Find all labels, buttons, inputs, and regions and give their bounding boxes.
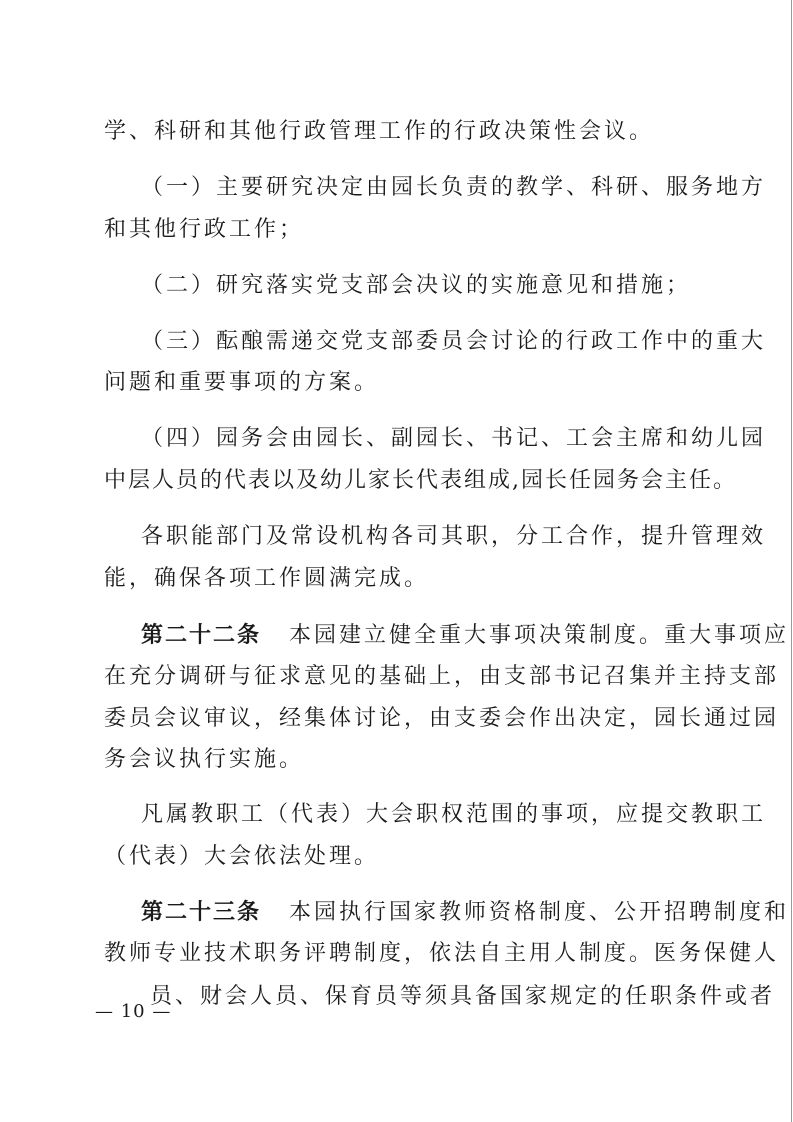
text-line: 能，确保各项工作圆满完成。	[104, 566, 430, 591]
text-line: 和其他行政工作；	[104, 217, 305, 242]
text-line: （二）研究落实党支部会决议的实施意见和措施；	[141, 273, 692, 298]
page-edge-line	[791, 0, 792, 1122]
text-line: 各职能部门及常设机构各司其职，分工合作，提升管理效	[141, 524, 767, 549]
article-line	[141, 621, 789, 650]
text-line: （一）主要研究决定由园长负责的教学、科研、服务地方	[141, 175, 767, 200]
text-line: （代表）大会依法处理。	[104, 844, 380, 869]
text-line: 凡属教职工（代表）大会职权范围的事项，应提交教职工	[141, 802, 767, 827]
text-line: 学、科研和其他行政管理工作的行政决策性会议。	[104, 119, 655, 144]
article-text: 本园建立健全重大事项决策制度。重大事项应	[289, 623, 790, 648]
text-line: 在充分调研与征求意见的基础上，由支部书记召集并主持支部	[104, 664, 780, 689]
text-line: 问题和重要事项的方案。	[104, 370, 380, 395]
text-line: 教师专业技术职务评聘制度，依法自主用人制度。医务保健人	[104, 941, 780, 966]
text-line: （四）园务会由园长、副园长、书记、工会主席和幼儿园	[141, 426, 767, 451]
page-number: — 10 —	[95, 1001, 172, 1022]
text-line: 务会议执行实施。	[104, 747, 305, 772]
text-line: 委员会议审议，经集体讨论，由支委会作出决定，园长通过园	[104, 706, 780, 731]
article-heading: 第二十二条	[141, 622, 262, 648]
text-line: 中层人员的代表以及幼儿家长代表组成,园长任园务会主任。	[104, 468, 737, 493]
text-line: （三）酝酿需递交党支部委员会讨论的行政工作中的重大	[141, 329, 767, 354]
article-heading: 第二十三条	[141, 899, 262, 925]
article-line	[141, 898, 789, 927]
article-text: 本园执行国家教师资格制度、公开招聘制度和	[289, 900, 790, 925]
text-line: 员、财会人员、保育员等须具备国家规定的任职条件或者	[150, 984, 776, 1009]
